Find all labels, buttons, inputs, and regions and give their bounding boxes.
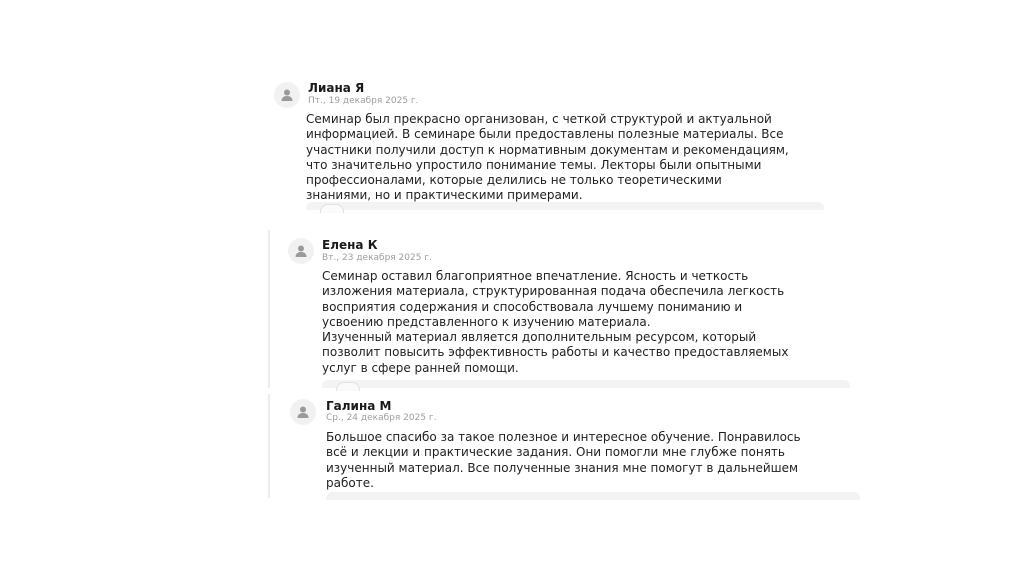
review-text: Семинар был прекрасно организован, с четкой структурой и актуальной информацией. В семинаре были предоставлены полезные материалы. Все участники получили доступ к нормативным документам и рекомендациям, что значительно упростило понимание темы. Лекторы были опытными профессионалами, которые делились не только теоретическими знаниями, но и практическими примерами.: [306, 112, 789, 203]
review-footer: [322, 380, 850, 388]
review-date: Ср., 24 декабря 2025 г.: [326, 413, 437, 423]
review-footer: [306, 202, 824, 210]
avatar: [290, 399, 316, 425]
review-date: Вт., 23 декабря 2025 г.: [322, 253, 432, 263]
review-card: [272, 80, 832, 210]
review-author: Лиана Я: [308, 81, 365, 95]
review-text: Большое спасибо за такое полезное и интересное обучение. Понравилось всё и лекции и практические задания. Они помогли мне глубже понять изученный материал. Все полученные знания мне помогут в дальнейшем работе.: [326, 430, 801, 490]
review-date: Пт., 19 декабря 2025 г.: [308, 96, 419, 106]
review-author: Галина М: [326, 399, 392, 413]
reaction-button[interactable]: [336, 382, 360, 391]
user-icon: [293, 243, 309, 259]
avatar: [274, 82, 300, 108]
review-card: [268, 394, 870, 498]
review-author: Елена К: [322, 238, 378, 252]
user-icon: [295, 404, 311, 420]
review-text: Семинар оставил благоприятное впечатление. Ясность и четкость изложения материала, структурированная подача обеспечила легкость восприятия содержания и способствовала лучшему пониманию и усвоению представленного к изучению материала. Изученный материал является дополнительным ресурсом, который позволит повысить эффективность работы и качество предоставляемых услуг в сфере ранней помощи.: [322, 269, 789, 375]
avatar: [288, 238, 314, 264]
review-card: [268, 230, 840, 388]
reaction-button[interactable]: [320, 204, 344, 213]
user-icon: [279, 87, 295, 103]
review-footer: [326, 492, 860, 500]
